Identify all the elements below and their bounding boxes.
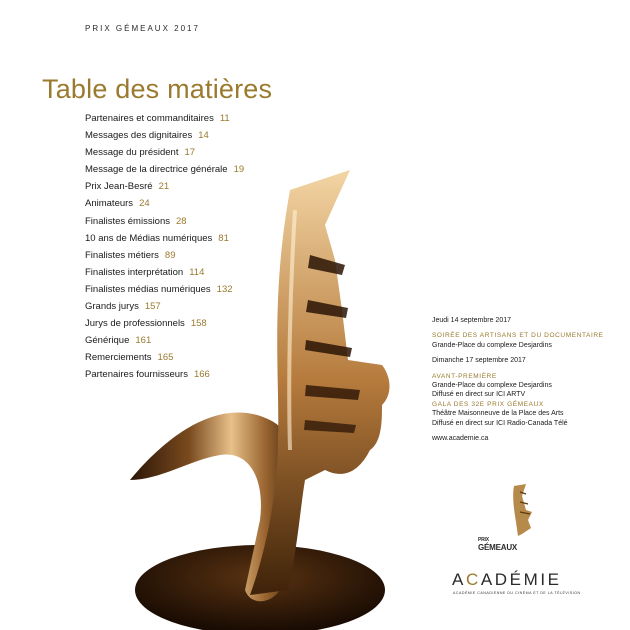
- toc-item-label: Finalistes métiers: [85, 249, 159, 261]
- toc-item-page: 114: [189, 266, 205, 278]
- toc-item-label: Grands jurys: [85, 301, 139, 313]
- academie-letter-a: A: [452, 570, 466, 589]
- toc-item-label: 10 ans de Médias numériques: [85, 232, 213, 244]
- toc-item-label: Message de la directrice générale: [85, 164, 228, 176]
- toc-item-label: Messages des dignitaires: [85, 130, 193, 142]
- event-date: Dimanche 17 septembre 2017: [432, 357, 526, 365]
- toc-item-label: Partenaires et commanditaires: [85, 113, 214, 124]
- toc-item-page: 21: [158, 181, 170, 193]
- header-label: PRIX GÉMEAUX 2017: [85, 24, 200, 33]
- gemeaux-label: GÉMEAUX: [478, 543, 518, 552]
- toc-item-label: Finalistes médias numériques: [85, 283, 211, 295]
- prix-label: PRIX: [478, 537, 489, 543]
- toc-item[interactable]: [85, 110, 244, 127]
- toc-item-page: 11: [219, 113, 230, 124]
- event-venue: Grande-Place du complexe Desjardins: [432, 382, 552, 390]
- events-block: [432, 316, 622, 443]
- event-venue: Théâtre Maisonneuve de la Place des Arts: [432, 410, 564, 418]
- toc-item-label: Générique: [85, 335, 130, 347]
- prix-gemeaux-wordmark: [478, 536, 517, 552]
- toc-item-page: 166: [193, 369, 210, 381]
- event-broadcast: Diffusé en direct sur ICI Radio-Canada Télé: [432, 419, 568, 427]
- toc-item-page: 161: [135, 335, 152, 347]
- event-title: SOIRÉE DES ARTISANS ET DU DOCUMENTAIRE: [432, 332, 604, 340]
- toc-item-page: 81: [218, 232, 229, 244]
- academie-rest: ADÉMIE: [480, 570, 562, 589]
- event-title: AVANT-PREMIÈRE: [432, 372, 497, 380]
- toc-item-page: 165: [157, 352, 174, 364]
- toc-item-label: Jurys de professionnels: [85, 318, 185, 330]
- toc-item-page: 14: [198, 130, 209, 142]
- event-title: GALA DES 32E PRIX GÉMEAUX: [432, 400, 544, 408]
- toc-item-page: 157: [144, 301, 161, 313]
- toc-item-label: Finalistes interprétation: [85, 266, 184, 278]
- event-venue: Grande-Place du complexe Desjardins: [432, 341, 552, 349]
- toc-item[interactable]: [85, 127, 244, 144]
- statuette-image: [120, 150, 450, 630]
- toc-item-page: 132: [216, 283, 233, 295]
- event-date: Jeudi 14 septembre 2017: [432, 317, 511, 324]
- toc-item-page: 24: [139, 198, 150, 210]
- academie-subtitle: ACADÉMIE CANADIENNE DU CINÉMA ET DE LA TÉLÉVISION: [453, 591, 581, 595]
- toc-item-label: Prix Jean-Besré: [85, 181, 153, 193]
- page-title: Table des matières: [42, 74, 273, 105]
- toc-item-page: 158: [190, 318, 207, 330]
- toc-item-page: 28: [176, 215, 187, 227]
- academie-letter-c: C: [465, 570, 481, 589]
- toc-item-label: Remerciements: [85, 352, 152, 364]
- toc-item-page: 89: [164, 249, 176, 261]
- event-broadcast: Diffusé en direct sur ICI ARTV: [432, 391, 526, 399]
- toc-item-label: Message du président: [85, 147, 179, 159]
- academie-logo: [452, 570, 562, 590]
- toc-item-label: Finalistes émissions: [85, 215, 170, 227]
- toc-item-page: 17: [184, 147, 196, 159]
- toc-item-page: 19: [233, 164, 245, 176]
- toc-item-label: Animateurs: [85, 198, 134, 210]
- website-link[interactable]: www.academie.ca: [432, 435, 489, 443]
- toc-item-label: Partenaires fournisseurs: [85, 369, 188, 381]
